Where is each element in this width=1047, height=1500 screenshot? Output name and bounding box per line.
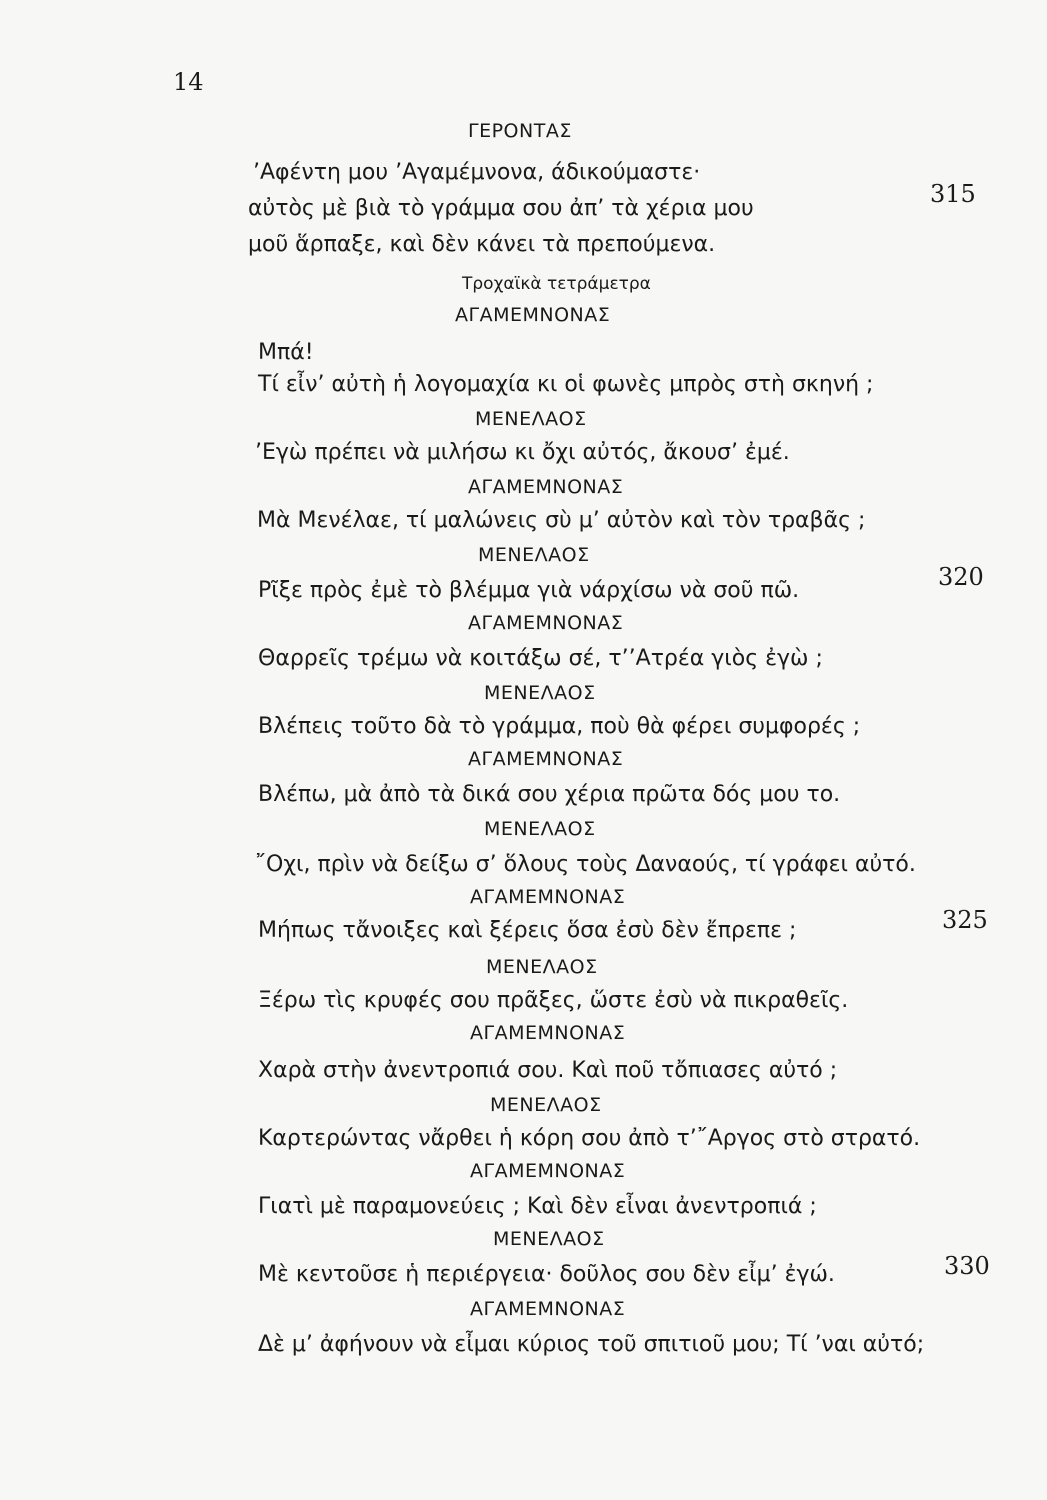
speaker-name: ΑΓΑΜΕΜΝΟΝΑΣ	[470, 1022, 626, 1044]
verse-line: ’Εγὼ πρέπει νὰ μιλήσω κι ὄχι αὐτός, ἄκουσ’ ἐμέ.	[255, 440, 790, 465]
verse-line: Μήπως τἄνοιξες καὶ ξέρεις ὅσα ἐσὺ δὲν ἔπρεπε ;	[258, 918, 797, 943]
line-number: 320	[938, 563, 984, 591]
speaker-name: ΑΓΑΜΕΜΝΟΝΑΣ	[468, 748, 624, 770]
verse-line: Τί εἶν’ αὐτὴ ἡ λογομαχία κι οἱ φωνὲς μπρὸς στὴ σκηνή ;	[258, 372, 874, 397]
line-number: 330	[944, 1252, 990, 1280]
speaker-name: ΑΓΑΜΕΜΝΟΝΑΣ	[470, 1298, 626, 1320]
verse-line: Καρτερώντας νἄρθει ἡ κόρη σου ἀπὸ τ’῎Αργος στὸ στρατό.	[258, 1126, 921, 1151]
verse-line: Γιατὶ μὲ παραμονεύεις ; Καὶ δὲν εἶναι ἀνεντροπιά ;	[258, 1194, 817, 1219]
speaker-name: ΜΕΝΕΛΑΟΣ	[490, 1094, 602, 1116]
speaker-name: ΓΕΡΟΝΤΑΣ	[468, 120, 572, 142]
speaker-name: ΑΓΑΜΕΜΝΟΝΑΣ	[468, 612, 624, 634]
verse-line: αὐτὸς μὲ βιὰ τὸ γράμμα σου ἀπ’ τὰ χέρια μου	[248, 196, 754, 221]
speaker-name: ΜΕΝΕΛΑΟΣ	[486, 956, 598, 978]
verse-line: Μὰ Μενέλαε, τί μαλώνεις σὺ μ’ αὐτὸν καὶ τὸν τραβᾶς ;	[257, 508, 866, 533]
page-number: 14	[173, 68, 204, 96]
speaker-name: ΜΕΝΕΛΑΟΣ	[475, 408, 587, 430]
verse-line: Ρῖξε πρὸς ἐμὲ τὸ βλέμμα γιὰ νάρχίσω νὰ σοῦ πῶ.	[258, 578, 800, 603]
verse-line: ’Αφέντη μου ’Αγαμέμνονα, άδικούμαστε·	[253, 160, 701, 185]
line-number: 315	[930, 180, 976, 208]
verse-line: Ξέρω τὶς κρυφές σου πρᾶξες, ὥστε ἐσὺ νὰ πικραθεῖς.	[258, 988, 849, 1013]
speaker-name: ΑΓΑΜΕΜΝΟΝΑΣ	[468, 476, 624, 498]
speaker-name: ΑΓΑΜΕΜΝΟΝΑΣ	[455, 304, 611, 326]
verse-line: Δὲ μ’ ἀφήνουν νὰ εἶμαι κύριος τοῦ σπιτιοῦ μου; Τί ’ναι αὐτό;	[258, 1332, 925, 1357]
verse-line: Βλέπω, μὰ ἀπὸ τὰ δικά σου χέρια πρῶτα δός μου το.	[258, 782, 841, 807]
line-number: 325	[942, 906, 988, 934]
verse-line: Μπά!	[258, 340, 314, 365]
verse-line: Χαρὰ στὴν ἀνεντροπιά σου. Καὶ ποῦ τὄπιασες αὐτό ;	[258, 1058, 838, 1083]
speaker-name: ΜΕΝΕΛΑΟΣ	[478, 544, 590, 566]
meter-note: Τροχαϊκὰ τετράμετρα	[462, 274, 651, 294]
verse-line: μοῦ ἅρπαξε, καὶ δὲν κάνει τὰ πρεπούμενα.	[248, 232, 716, 257]
speaker-name: ΑΓΑΜΕΜΝΟΝΑΣ	[470, 886, 626, 908]
verse-line: Μὲ κεντοῦσε ἡ περιέργεια· δοῦλος σου δὲν εἶμ’ ἐγώ.	[258, 1262, 835, 1287]
speaker-name: ΑΓΑΜΕΜΝΟΝΑΣ	[470, 1160, 626, 1182]
verse-line: Θαρρεῖς τρέμω νὰ κοιτάξω σέ, τ’’Ατρέα γιὸς ἐγὼ ;	[258, 646, 823, 671]
speaker-name: ΜΕΝΕΛΑΟΣ	[493, 1228, 605, 1250]
speaker-name: ΜΕΝΕΛΑΟΣ	[484, 818, 596, 840]
verse-line: ῎Οχι, πρὶν νὰ δείξω σ’ ὅλους τοὺς Δαναούς, τί γράφει αὐτό.	[255, 852, 916, 877]
verse-line: Βλέπεις τοῦτο δὰ τὸ γράμμα, ποὺ θὰ φέρει συμφορές ;	[258, 714, 861, 739]
speaker-name: ΜΕΝΕΛΑΟΣ	[484, 682, 596, 704]
